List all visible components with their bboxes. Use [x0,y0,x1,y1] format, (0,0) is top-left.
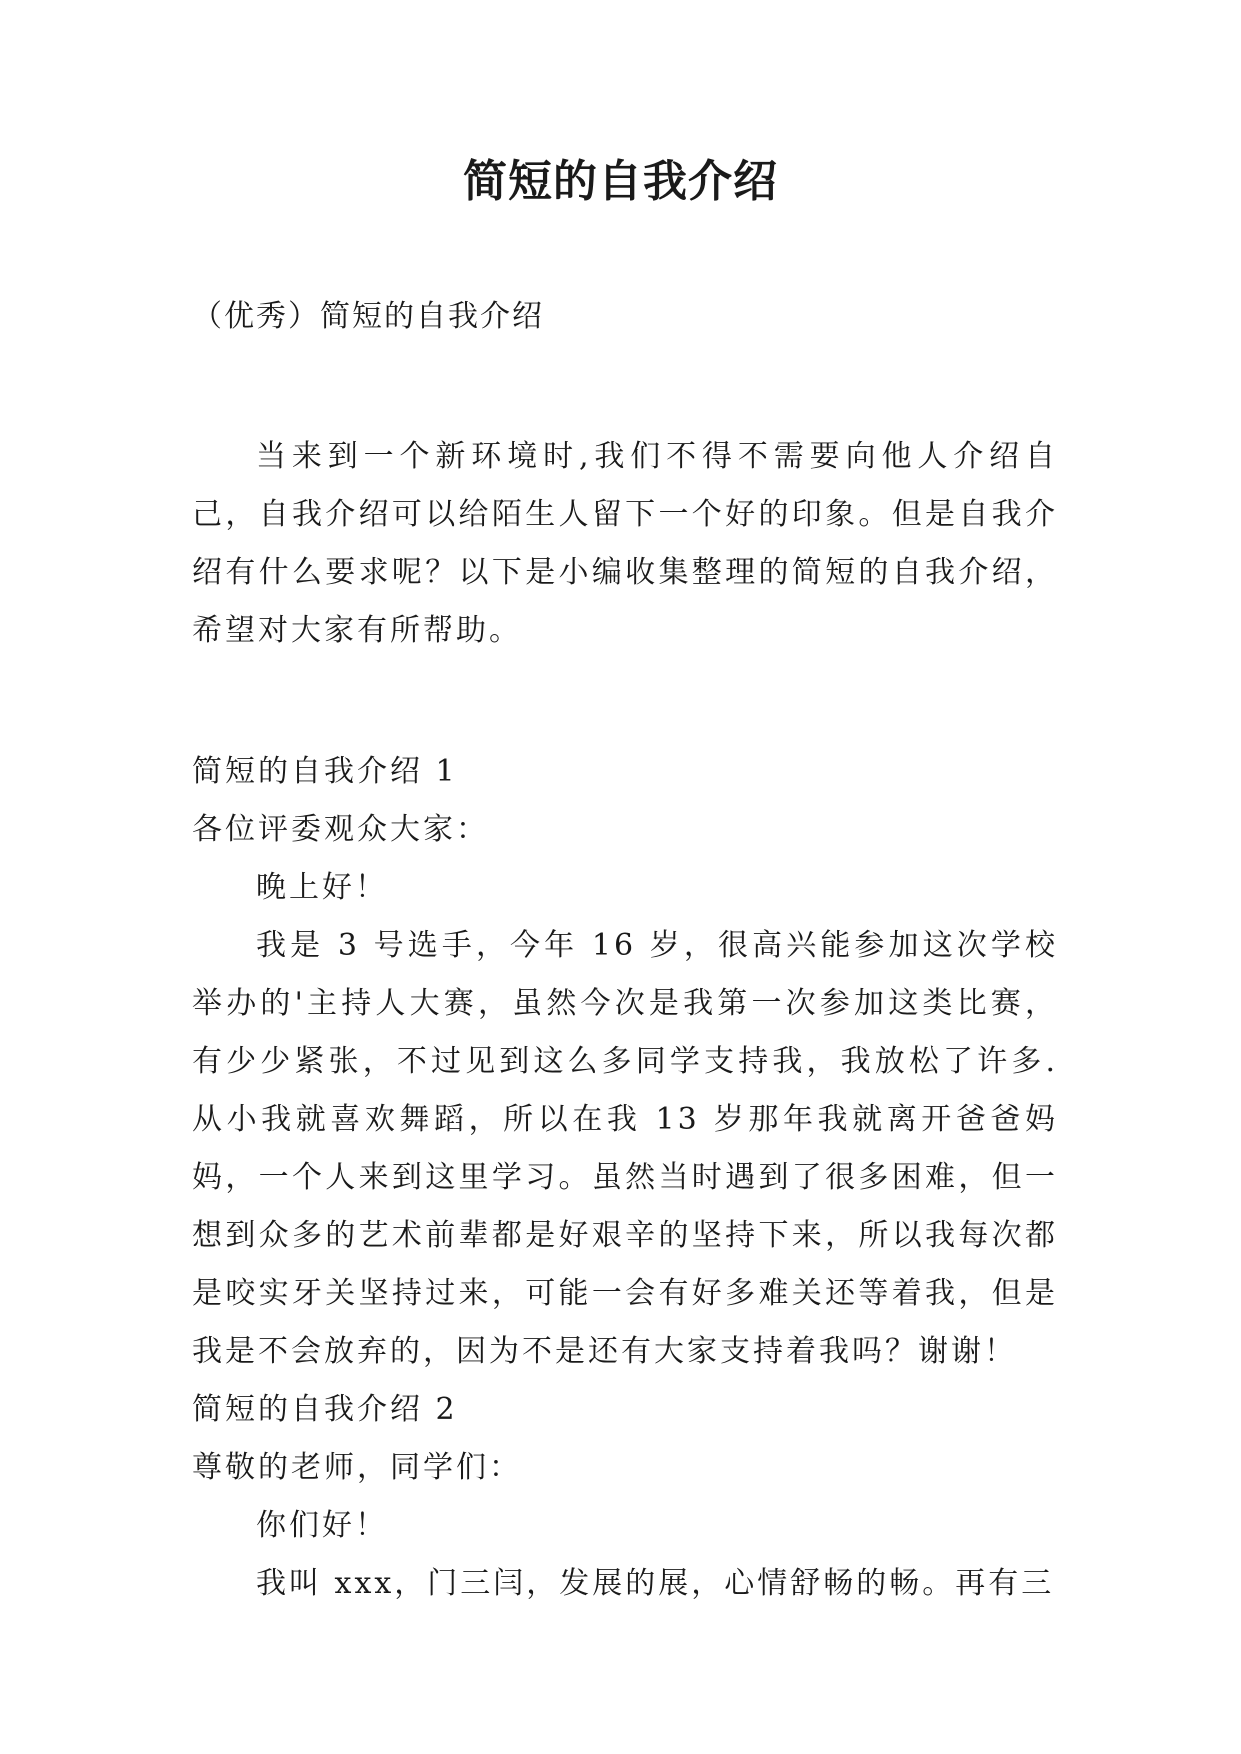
intro-paragraph: 当来到一个新环境时,我们不得不需要向他人介绍自己，自我介绍可以给陌生人留下一个好的印象。但是自我介绍有什么要求呢？以下是小编收集整理的简短的自我介绍，希望对大家有所帮助。 [192,439,1058,648]
section-body: 我叫 xxx，门三闫，发展的展，心情舒畅的畅。再有三 [256,1566,1055,1601]
section-greeting: 你们好！ [256,1508,388,1543]
spacer [192,346,1058,428]
document-title: 简短的自我介绍 [463,156,778,207]
spacer [192,660,1058,743]
section-heading: 简短的自我介绍 1 [192,754,458,789]
document-subtitle: （优秀）简短的自我介绍 [192,299,544,334]
section-heading: 简短的自我介绍 2 [192,1392,458,1427]
section-salutation: 尊敬的老师，同学们： [192,1450,522,1485]
section-greeting: 晚上好！ [256,870,388,905]
section-body: 我是 3 号选手，今年 16 岁，很高兴能参加这次学校举办的'主持人大赛，虽然今次是我第一次参加这类比赛，有少少紧张，不过见到这么多同学支持我，我放松了许多. 从小我就喜欢舞蹈，所以在我 13 岁那年我就离开爸爸妈妈，一个人来到这里学习。虽然当时遇到了很多困难，但一想到众多的艺术前辈都是好艰辛的坚持下来，所以我每次都是咬实牙关坚持过来，可能一会有好多难关还等着我，但是我是不会放弃的，因为不是还有大家支持着我吗？谢谢！ [192,928,1058,1369]
document-body [192,288,1058,1613]
section-salutation: 各位评委观众大家： [192,812,489,847]
